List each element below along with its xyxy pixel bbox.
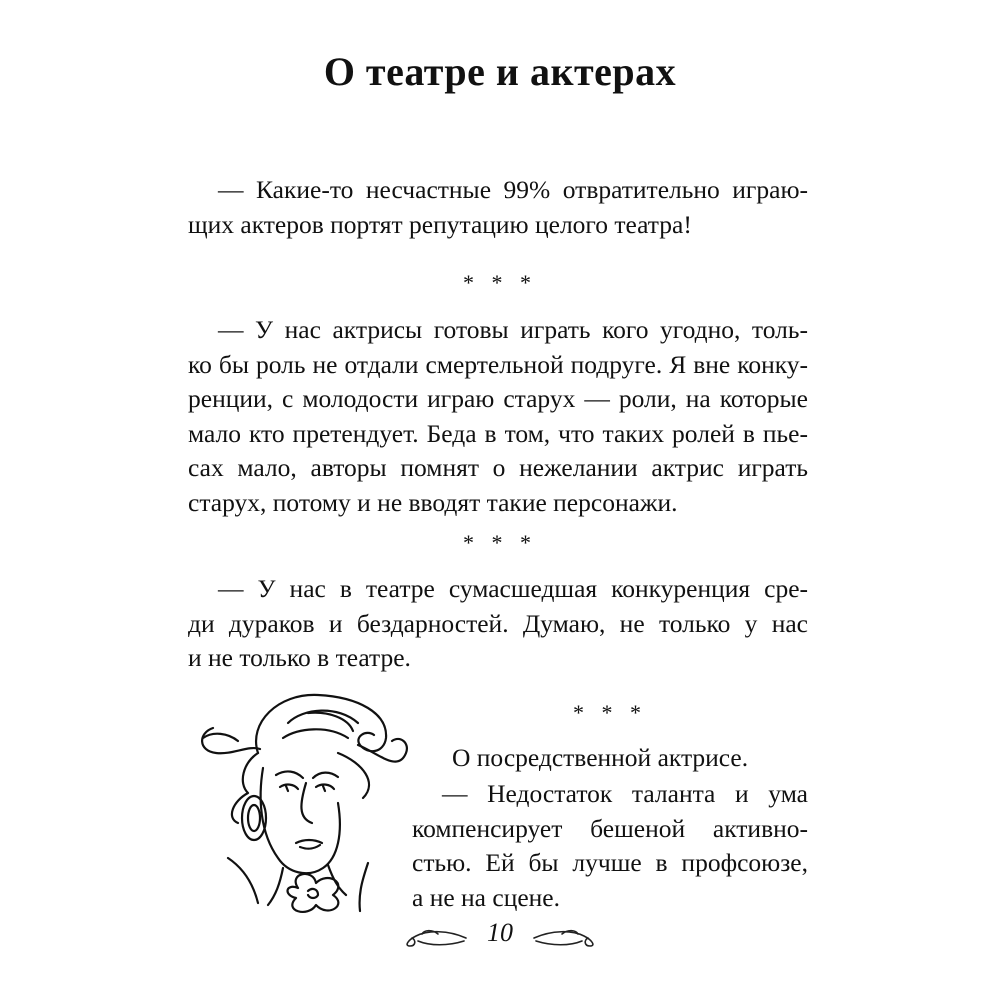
paragraph-line: — У нас актрисы готовы играть кого угодно, толь- — [218, 315, 808, 344]
right-ornament-icon — [532, 926, 602, 950]
paragraph-3 — [188, 572, 808, 676]
paragraph-line: ренции, с молодости играю старух — роли, на которые — [188, 384, 808, 413]
section-separator-2: * * * — [463, 530, 537, 555]
paragraph-line: — Недостаток таланта и ума — [442, 779, 808, 808]
paragraph-line: сах мало, авторы помнят о нежелании актрис играть — [188, 453, 808, 482]
paragraph-4 — [412, 777, 808, 915]
paragraph-line: ди дураков и бездарностей. Думаю, не только у нас — [188, 608, 808, 638]
paragraph-line: ко бы роль не отдали смертельной подруге. Я вне конку- — [188, 349, 808, 379]
left-ornament-icon — [398, 926, 468, 950]
paragraph-line: О посредственной актрисе. — [452, 743, 749, 772]
section-separator-3: * * * — [573, 700, 647, 725]
paragraph-1 — [188, 173, 808, 242]
page-number: 10 — [487, 918, 513, 947]
paragraph-line: и не только в театре. — [188, 643, 411, 672]
paragraph-line: мало кто претендует. Беда в том, что таких ролей в пье- — [188, 418, 808, 448]
section-separator-1: * * * — [463, 270, 537, 295]
paragraph-line: — У нас в театре сумасшедшая конкуренция сре- — [218, 574, 808, 603]
paragraph-4-intro — [452, 741, 808, 776]
paragraph-2 — [188, 313, 808, 520]
paragraph-line: щих актеров портят репутацию целого театра! — [188, 209, 692, 239]
paragraph-line: стью. Ей бы лучше в профсоюзе, — [412, 848, 808, 877]
paragraph-line: а не на сцене. — [412, 882, 560, 912]
page-title: О театре и актерах — [323, 49, 677, 94]
paragraph-line: старух, потому и не вводят такие персонажи. — [188, 487, 678, 517]
paragraph-line: компенсирует бешеной активно- — [412, 813, 808, 843]
actress-sketch-illustration — [188, 683, 418, 918]
paragraph-line: — Какие-то несчастные 99% отвратительно играю- — [218, 175, 808, 204]
